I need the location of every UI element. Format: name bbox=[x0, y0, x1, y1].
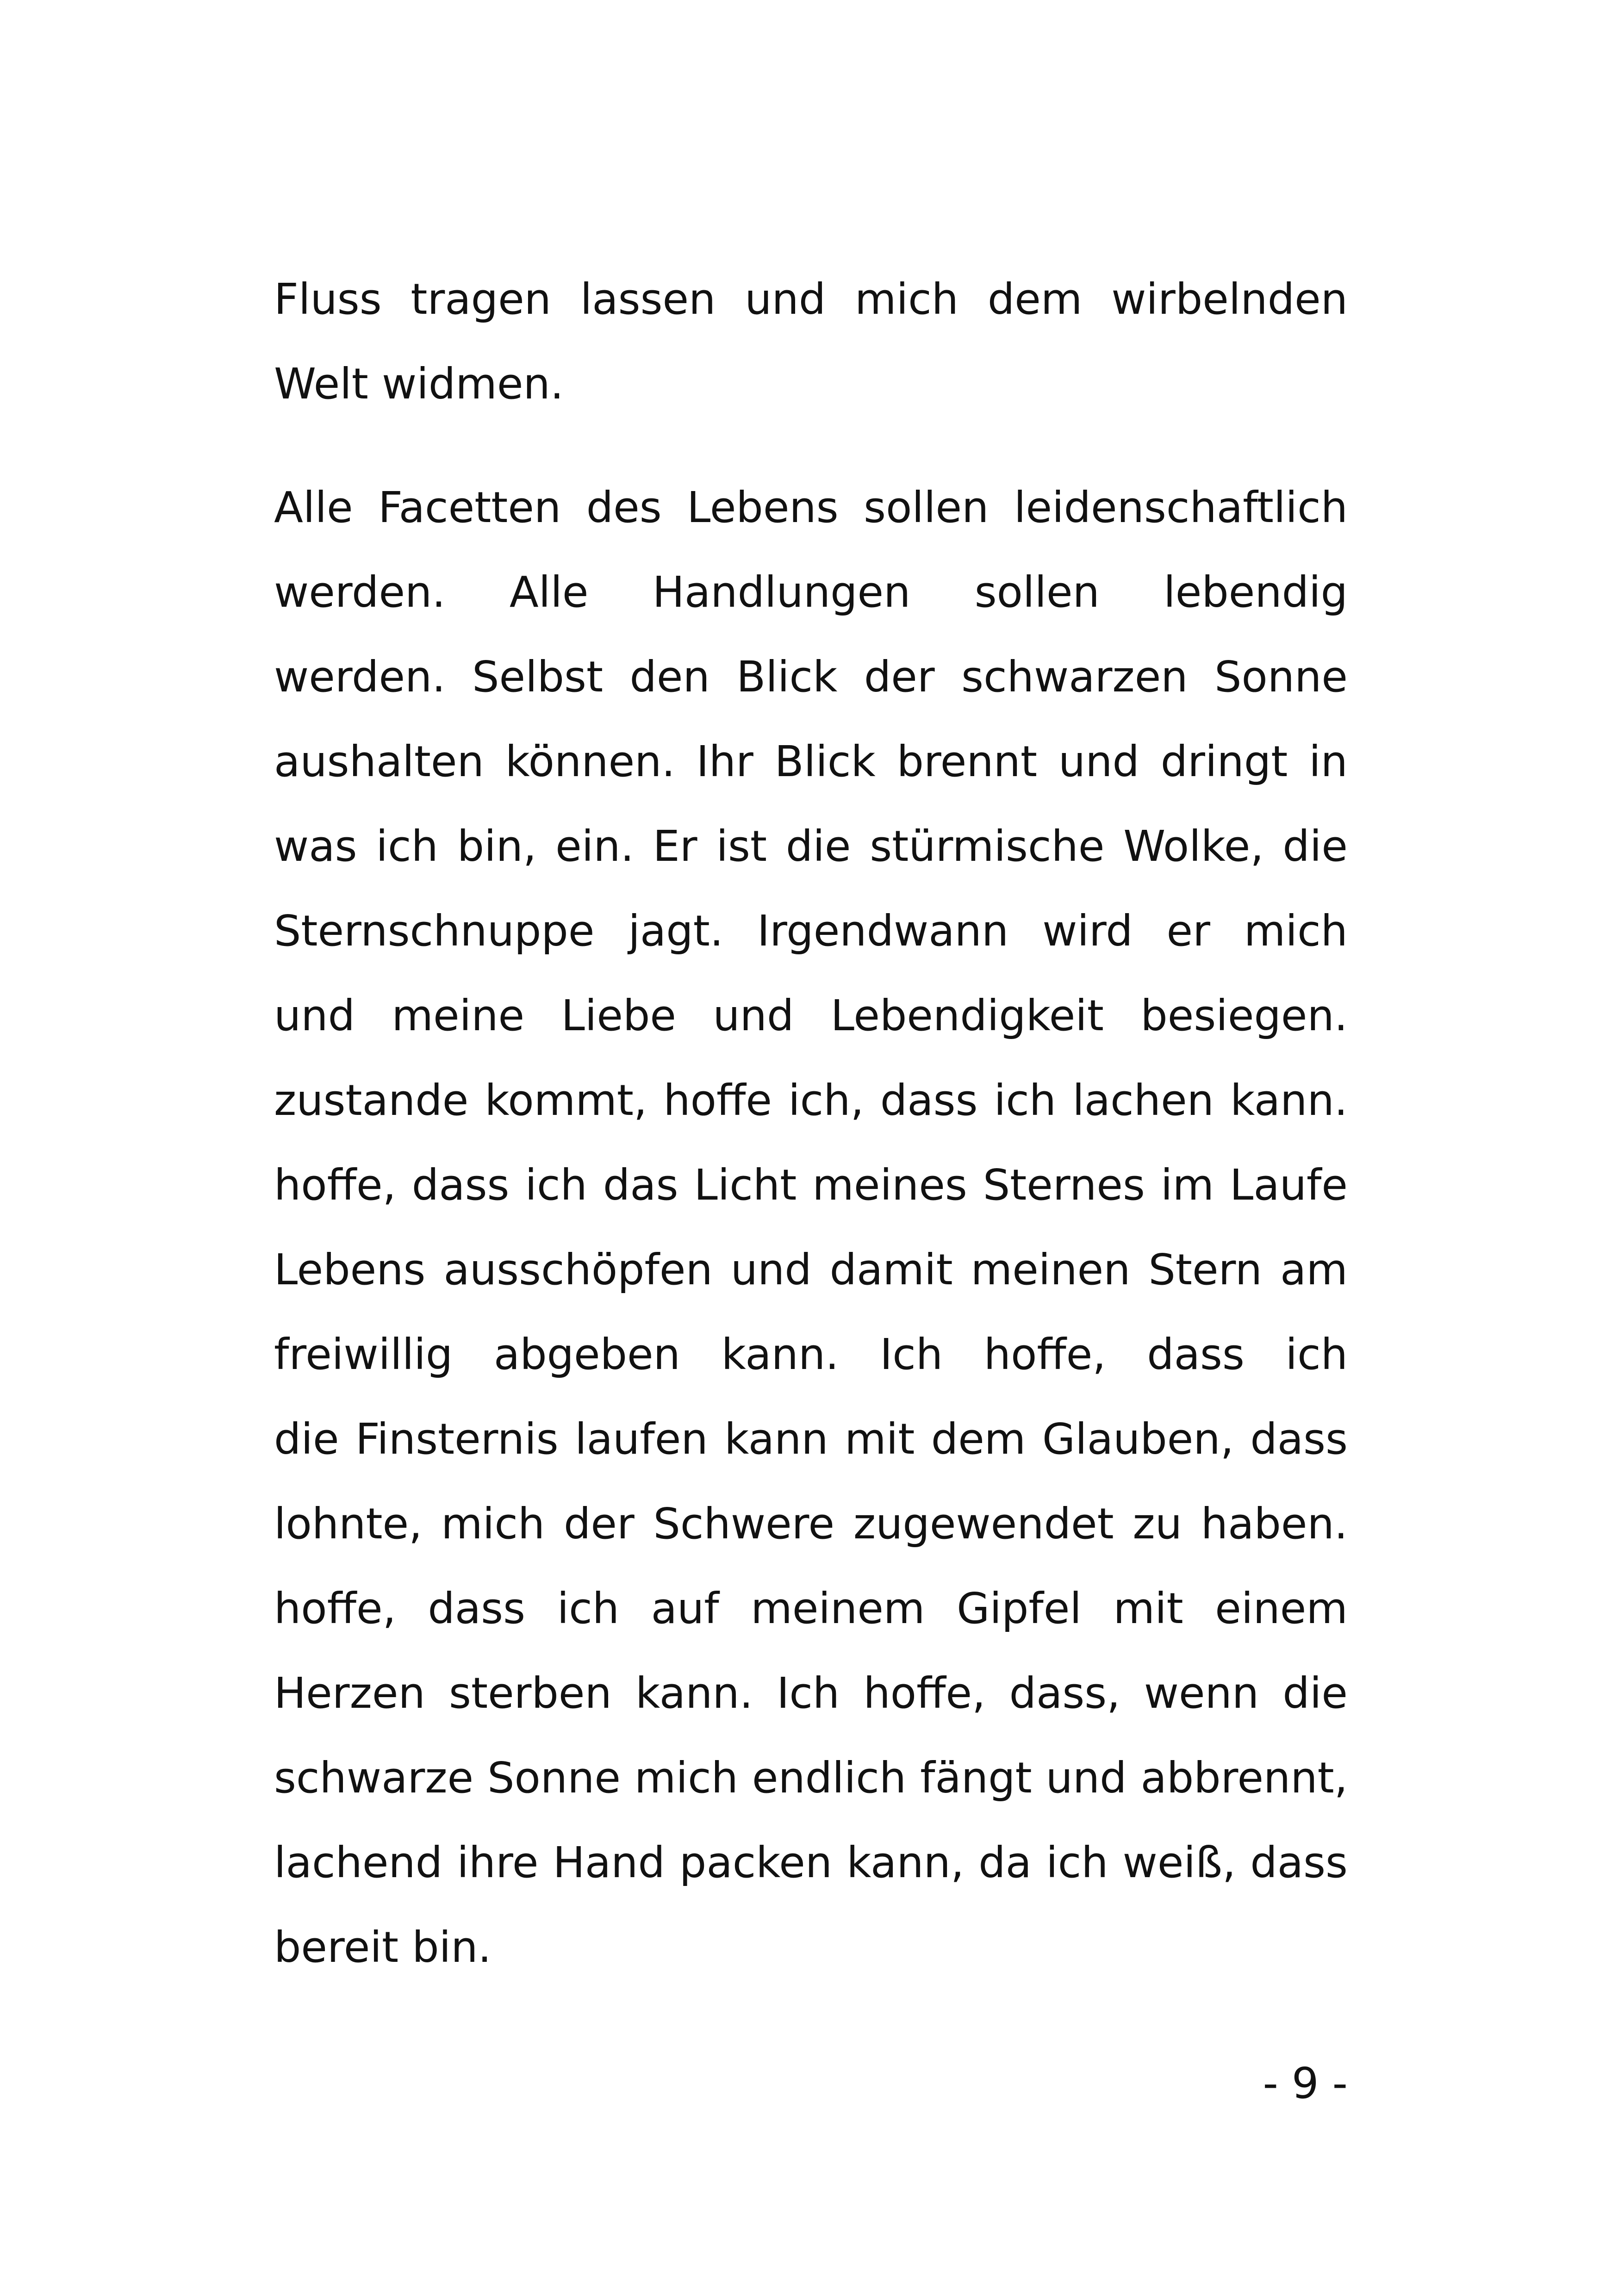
paragraph-line: Welt widmen. bbox=[274, 359, 564, 409]
paragraph-line: schwarze Sonne mich endlich fängt und abbrennt, bbox=[274, 1753, 1348, 1803]
paragraph-line: freiwillig abgeben kann. Ich hoffe, dass ich bbox=[274, 1330, 1348, 1379]
paragraph-line: werden. Alle Handlungen sollen lebendig bbox=[274, 567, 1348, 617]
paragraph-1 bbox=[274, 257, 1348, 426]
paragraph-line: Lebens ausschöpfen und damit meinen Stern am bbox=[274, 1245, 1348, 1294]
paragraph-line: aushalten können. Ihr Blick brennt und dringt in bbox=[274, 737, 1348, 786]
paragraph-line: werden. Selbst den Blick der schwarzen Sonne bbox=[274, 652, 1348, 702]
paragraph-2 bbox=[274, 465, 1348, 1990]
paragraph-line: was ich bin, ein. Er ist die stürmische Wolke, die bbox=[274, 821, 1348, 871]
paragraph-line: lachend ihre Hand packen kann, da ich weiß, dass bbox=[274, 1838, 1348, 1887]
paragraph-line: Herzen sterben kann. Ich hoffe, dass, wenn die bbox=[274, 1668, 1348, 1718]
paragraph-line: zustande kommt, hoffe ich, dass ich lachen kann. bbox=[274, 1076, 1348, 1125]
paragraph-line: Alle Facetten des Lebens sollen leidenschaftlich bbox=[274, 483, 1348, 532]
paragraph-line: hoffe, dass ich das Licht meines Sternes im Laufe bbox=[274, 1160, 1348, 1210]
paragraph-line: lohnte, mich der Schwere zugewendet zu haben. bbox=[274, 1499, 1348, 1549]
paragraph-line: und meine Liebe und Lebendigkeit besiegen. bbox=[274, 991, 1348, 1040]
paragraph-line: Sternschnuppe jagt. Irgendwann wird er mich bbox=[274, 906, 1348, 956]
page-number: - 9 - bbox=[1263, 2059, 1348, 2108]
paragraph-line: hoffe, dass ich auf meinem Gipfel mit einem bbox=[274, 1584, 1348, 1633]
paragraph-line: bereit bin. bbox=[274, 1923, 492, 1972]
paragraph-line: die Finsternis laufen kann mit dem Glauben, dass bbox=[274, 1414, 1348, 1464]
paragraph-line: Fluss tragen lassen und mich dem wirbelnden bbox=[274, 274, 1348, 324]
